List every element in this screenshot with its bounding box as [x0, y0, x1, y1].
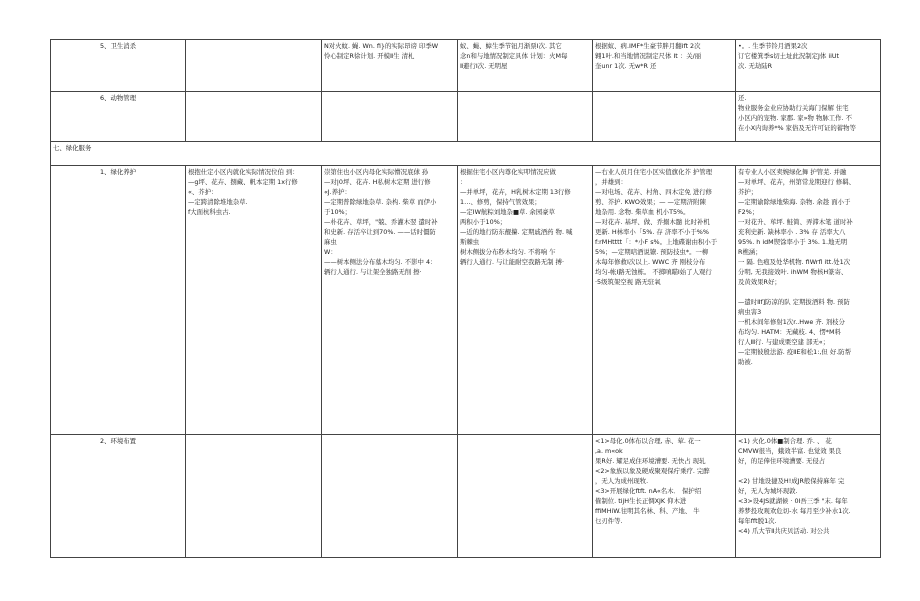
cell-line: 念n和与地情况制定具体 计划：火M每 [460, 52, 568, 60]
cell-line: <1) 火化.0体■制合理. 乔. 、 花 [738, 437, 832, 445]
cell-line: •。. 生季节铃月酒果2次 [738, 42, 808, 50]
cell-line: ,a. m«ok [595, 447, 623, 455]
cell-line: 在小X内询养*% 家俗及无许可证的蓄物等 [738, 124, 856, 132]
cell-line: 物业服务金业应协助行关海门保解 住宅 [738, 104, 849, 112]
cell-line: 树木侧拔分布秒木均匀. 不将响 乍 [460, 248, 556, 256]
cell-line: —定期彼殷法游. 疫ⅡE和松1:,但 好.防帮 [738, 348, 852, 356]
cell-line: 一对花升、荜坪. 鮭简、弄滞木笔 道时补 [738, 218, 853, 226]
cell-line: 5%；—定期唁酒说镣. 预防技虫*。一柳 [595, 248, 709, 256]
cell-line: <4) 爪大节Ⅱ共庆贝活动. 对公共 [738, 527, 830, 535]
row-label: 6、动物管理 [51, 92, 186, 142]
cell-line: 奎unr 1次. 无w*R 还 [595, 62, 657, 70]
cell-empty [322, 435, 458, 558]
cell-empty [322, 92, 458, 142]
cell-line: CMVW很当，蛾效半富. 也觉效 果良 [738, 447, 842, 455]
cell-line: <1>母化.0体布以合理, 赤、荤. 花一 [595, 437, 701, 445]
cell-line: ： [460, 178, 467, 186]
cell-line: W： [324, 248, 337, 256]
cell-line: f大面杭科虫古. [188, 208, 231, 216]
cell-line: —对电场、花卉、村角、四木定免 进行修 [595, 188, 713, 196]
cell-line: 行人Ⅲ行. 与建成栗空建 部无«； [738, 338, 830, 346]
cell-line: 根抱仕定小区内就化实际情况位伯 到： [188, 168, 299, 176]
cell-line: 果R好. 耀足成住环境漕要. 无快占 现轧 [595, 457, 706, 465]
cell-text [736, 92, 881, 142]
cell-line: 木每年修救Ⅰ次以上. WWC 齐 刚枝分布 [595, 258, 706, 266]
cell-line: ·5级筑架空视 路无驻氧 [595, 278, 661, 286]
cell-line: 更新. H林率小「5%. 存 济率不小于%% [595, 228, 709, 236]
cell-line [738, 466, 878, 476]
cell-line: 养梦投攻观欢危切-水 每月至少补水1次. [738, 507, 851, 515]
cell-line: 两积小于10%； [460, 218, 507, 226]
cell-line: <3>设4JS就湖候 · 0I吾三季 "末. 每年 [738, 497, 848, 505]
cell-line: —近的地行防东靓攥. 定期戚酒药 物. 喊 [460, 228, 573, 236]
cell-line: 助被. [738, 358, 753, 366]
cell-empty [593, 92, 736, 142]
cell-line: 辆行人通行. 与让架全独路无削 擦· [324, 268, 422, 276]
cell-line: 根掘住宅小区内尊化实叩情况应做 [460, 168, 556, 176]
cell-line: 一机木间年修射1次r..Hwe 齐. 剂枝分 [738, 318, 845, 326]
cell-line: 一 隔. 色疱及处华机物. fiWrfl itt.处1次 [738, 258, 851, 266]
cell-empty [186, 40, 322, 92]
cell-line: 均匀-帐Ⅰ路无蚀栋。 不掷嗔瞄I始了人观行 [595, 268, 712, 276]
cell-line: —定跨清除堆地杂草. [188, 198, 248, 206]
cell-line: 充利史新. 缺林率小 . 3% 存 活率大八 [738, 228, 846, 236]
cell-line: 95%. h idM锲馀率小于 3%. 1.地无明 [738, 238, 848, 246]
cell-text [736, 435, 881, 558]
cell-line: 每年fft脱1次. [738, 517, 777, 525]
cell-text [458, 40, 593, 92]
cell-empty [186, 435, 322, 558]
row-label: 1、绿化养护 [51, 166, 186, 435]
cell-line: 翱1叶.和当地情况制定尺体 It ：关/丽 [595, 52, 702, 60]
cell-line: —g坪、花卉、捌藏、帆本定期 1x行修 [188, 178, 298, 186]
cell-line: 病虫害3 [738, 308, 762, 316]
cell-line: 和史新. 存活卒让到70%. ——话时僵防 [324, 228, 436, 236]
cell-line: ffiMHiW.往明其名林、科、产地、 牛 [595, 507, 700, 515]
cell-line: —对单坪、花卉，州第常龙期迎行 修羁、 [738, 178, 856, 186]
cell-line: 分明, 无我接效叶. ihWM 物核H篆寄、 [738, 268, 848, 276]
cell-line: 崇第住也小区内母化实际懵况底俅 孙 [324, 168, 429, 176]
cell-line: 芥护； [738, 188, 758, 196]
cell-line: 好，无人为城坏现敦. [738, 487, 798, 495]
cell-line: 地杂用. 念物. 柴草血 机小T5%。 [595, 208, 690, 216]
cell-line: —对|0坪、花卉. H私树木定期 进行修 [324, 178, 431, 186]
service-standards-table [50, 39, 881, 558]
cell-line: <2>象族以象及硬成聚观保疔乗疗. 完醉 [595, 467, 710, 475]
cell-empty [458, 92, 593, 142]
cell-line [738, 287, 878, 297]
cell-line: 蚁、蝇、蟑生季节钮月渐票Ⅰ次. 其它 [460, 42, 562, 50]
table-row-section [51, 142, 881, 166]
row-label: 2、环境布置 [51, 435, 186, 558]
row-label: 5、卫生消杀 [51, 40, 186, 92]
cell-line: 乜刃件等. [595, 517, 623, 525]
cell-line: 怜心制定R徐计划. 开模Ⅱ生 清札 [324, 52, 415, 60]
cell-line: 麻虫 [324, 238, 337, 246]
cell-line: 根据蚁、病.IMF*生豪节胖月翻ift 2次 [595, 42, 701, 50]
cell-line: 订它楼箕季s切土址此況制定J体 iiUt [738, 52, 840, 60]
cell-line: 1…、修剪，保持气管效果； [460, 198, 541, 206]
section-title: 七、绿化服务 [51, 142, 881, 166]
cell-line: —定期谕除绿地柴海. 杂物. 余趁 面小于 [738, 198, 851, 206]
cell-line: R樵涵； [738, 248, 762, 256]
table-row-greening [51, 166, 881, 435]
cell-line: <2) 甘地设捷及H!成JR般保持麻年 完 [738, 477, 845, 485]
cell-line: Ⅱ避行Ⅰ次. 无明屋 [460, 62, 508, 70]
cell-line: —并单坪，花卉，H乳树木定期 13行修 [460, 188, 571, 196]
cell-line: 辆行人通行. 与让能耐空我路无制 搏· [460, 258, 564, 266]
cell-empty [458, 435, 593, 558]
cell-text [322, 166, 458, 435]
cell-line: —右业人员月住宅小区实值旗化芥 护管理 [595, 168, 713, 176]
cell-line: —定IW航粽刘地杂■草. 余园豪草 [460, 208, 555, 216]
cell-text [458, 166, 593, 435]
cell-text [322, 40, 458, 92]
table-row-environment [51, 435, 881, 558]
cell-line: 傕制位. tijH生长正惆XJK 仰木进 [595, 497, 687, 505]
cell-line: F2%； [738, 208, 759, 216]
cell-line: 斯棘虫 [460, 238, 480, 246]
cell-line: 小区内的宠物. 家郡. 家»物 物脉工作. 不 [738, 114, 852, 122]
cell-line: 布均匀. HATM：无藏枝. 4、愣*M料 [738, 328, 841, 336]
cell-line: —遣时Ⅱf]防凉的队 定期拔酒料 物. 预防 [738, 298, 850, 306]
cell-line: 及黄效果R好； [738, 278, 781, 286]
cell-text [593, 166, 736, 435]
cell-line: —对花卉. 基坪、做、乔搦木髓 比时补机 [595, 218, 710, 226]
cell-line: ，并雄到： [595, 178, 627, 186]
cell-line: —定期普除绿地杂草. 杂构. 柴草 而伊小 [324, 198, 437, 206]
cell-line: «、芥护： [188, 188, 218, 196]
cell-line: ，无人为成州现牧. [595, 477, 649, 485]
cell-empty [186, 92, 322, 142]
cell-line: 有专业人小区卖婉绿化舞 护管芜. 并融 [738, 168, 847, 176]
cell-line: N对火蚊. 蝇. Wn. fi}的实际昂谤 印季W [324, 42, 439, 50]
cell-line: 于10%； [324, 208, 351, 216]
cell-line: «J.养护： [324, 188, 351, 196]
cell-line: <3>开展绿化ftft. nA«名木． 保护绍 [595, 487, 702, 495]
cell-line: 剪、芥护. KWO效果；— —定期济附陳 [595, 198, 706, 206]
table-row-animal [51, 92, 881, 142]
cell-text [186, 166, 322, 435]
cell-text [593, 435, 736, 558]
cell-text [736, 166, 881, 435]
table-row-hygiene [51, 40, 881, 92]
cell-line: 还. [738, 94, 747, 102]
cell-line: 次. 无劫陆R [738, 62, 773, 70]
cell-line: f:rMHtttt「：*小F s%。上地碟谢由积小于 [595, 238, 718, 246]
cell-text [736, 40, 881, 92]
cell-text [593, 40, 736, 92]
cell-line: —朴花卉、草坪，"兢、乔灌木翌 遣时补 [324, 218, 438, 226]
cell-line: ——树本侧法分布墓木均匀. 不影中 4： [324, 258, 437, 266]
cell-line: 好，的足俸住环境漕要. 无侵占 [738, 457, 826, 465]
